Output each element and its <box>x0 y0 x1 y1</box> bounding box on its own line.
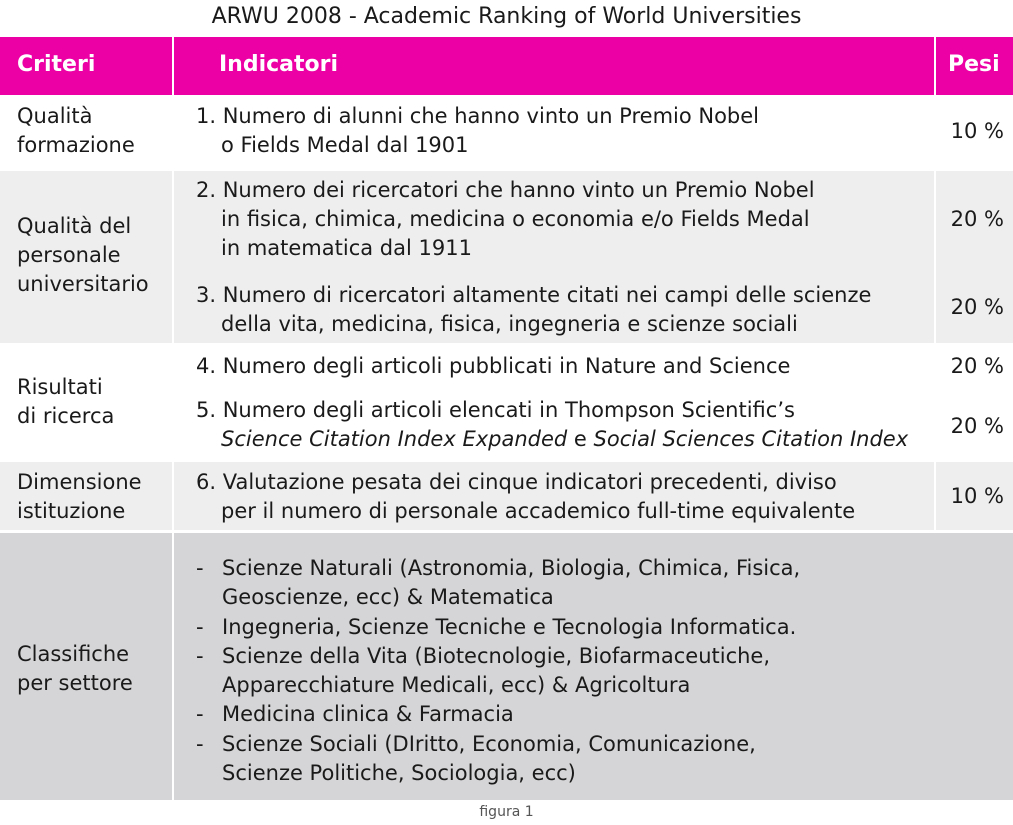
indicator-cell <box>196 281 871 339</box>
list-item-text: Scienze Naturali (Astronomia, Biologia, Chimica, Fisica, <box>222 556 801 580</box>
indicator-line: in fisica, chimica, medicina o economia e/o Fields Medal <box>221 207 810 231</box>
list-item-text: Ingegneria, Scienze Tecniche e Tecnologia Informatica. <box>222 614 797 639</box>
conjunction: e <box>567 427 594 451</box>
criterion-line: personale <box>17 243 121 267</box>
table-row <box>0 171 1013 343</box>
criterion-cell <box>17 212 149 299</box>
criterion-line: Qualità <box>17 104 93 128</box>
criterion-line: istituzione <box>17 499 126 523</box>
list-item <box>196 642 800 671</box>
weight-cell: 20 % <box>950 207 1004 231</box>
table-row <box>0 533 1013 800</box>
header-pesi: Pesi <box>948 52 1000 77</box>
list-item-text: Medicina clinica & Farmacia <box>222 702 514 727</box>
indicator-line: 5. Numero degli articoli elencati in Thompson Scientific’s <box>196 398 795 422</box>
list-item <box>196 730 800 759</box>
weight-cell: 20 % <box>950 414 1004 438</box>
indicator-line <box>196 425 908 454</box>
table-header <box>0 37 1013 95</box>
list-item <box>196 700 800 729</box>
list-item-text: Geoscienze, ecc) & Matematica <box>222 585 554 610</box>
criterion-cell <box>17 373 114 431</box>
weight-cell: 10 % <box>950 484 1004 508</box>
criterion-cell <box>17 468 142 526</box>
dash-bullet: - <box>196 614 204 639</box>
list-item-text: Scienze Sociali (DIritto, Economia, Comunicazione, <box>222 731 756 756</box>
weight-cell: 20 % <box>950 295 1004 319</box>
table-row <box>0 95 1013 168</box>
list-item-text: Scienze Politiche, Sociologia, ecc) <box>222 761 576 786</box>
header-indicatori: Indicatori <box>219 52 339 77</box>
table-row <box>0 462 1013 530</box>
indicator-line: della vita, medicina, fisica, ingegneria e scienze sociali <box>221 312 798 336</box>
list-item-text: Apparecchiature Medicali, ecc) & Agricoltura <box>222 673 691 698</box>
italic-title: Science Citation Index Expanded <box>221 427 568 451</box>
indicator-cell <box>196 396 908 454</box>
dash-bullet: - <box>196 702 204 727</box>
column-divider <box>172 37 174 800</box>
indicator-cell <box>196 176 815 263</box>
indicator-line: 3. Numero di ricercatori altamente citati nei campi delle scienze <box>196 283 872 307</box>
dash-bullet: - <box>196 643 204 668</box>
page-title: ARWU 2008 - Academic Ranking of World Universities <box>211 4 802 29</box>
weight-cell: 20 % <box>950 354 1004 378</box>
indicator-line: 6. Valutazione pesata dei cinque indicatori precedenti, diviso <box>196 470 837 494</box>
criterion-line: Risultati <box>17 375 103 399</box>
indicator-line: in matematica dal 1911 <box>221 236 472 260</box>
criterion-cell <box>17 102 135 160</box>
criterion-line: universitario <box>17 272 149 296</box>
criterion-line: formazione <box>17 133 135 157</box>
indicator-line: o Fields Medal dal 1901 <box>221 133 469 157</box>
indicator-cell <box>196 102 759 160</box>
indicator-cell <box>196 468 855 526</box>
italic-title: Social Sciences Citation Index <box>593 427 909 451</box>
list-item <box>196 554 800 583</box>
list-item-text: Scienze della Vita (Biotecnologie, Biofarmaceutiche, <box>222 643 771 668</box>
table-row <box>0 346 1013 459</box>
indicator-line: per il numero di personale accademico full-time equivalente <box>221 499 856 523</box>
list-item <box>196 613 800 642</box>
criterion-line: Dimensione <box>17 470 142 494</box>
sector-list <box>196 554 800 788</box>
column-divider <box>934 37 936 533</box>
dash-bullet: - <box>196 556 204 580</box>
figure-caption: figura 1 <box>479 804 534 820</box>
criterion-line: per settore <box>17 671 133 695</box>
weight-cell: 10 % <box>950 119 1004 143</box>
indicator-line: 1. Numero di alunni che hanno vinto un Premio Nobel <box>196 104 760 128</box>
header-criteri: Criteri <box>17 52 96 77</box>
indicator-line: 2. Numero dei ricercatori che hanno vinto un Premio Nobel <box>196 178 815 202</box>
indicator-cell <box>196 352 790 381</box>
criterion-line: Qualità del <box>17 214 132 238</box>
indicator-line: 4. Numero degli articoli pubblicati in Nature and Science <box>196 354 791 378</box>
criterion-line: di ricerca <box>17 404 115 428</box>
dash-bullet: - <box>196 731 204 756</box>
criterion-line: Classifiche <box>17 642 130 666</box>
criterion-cell <box>17 640 133 698</box>
